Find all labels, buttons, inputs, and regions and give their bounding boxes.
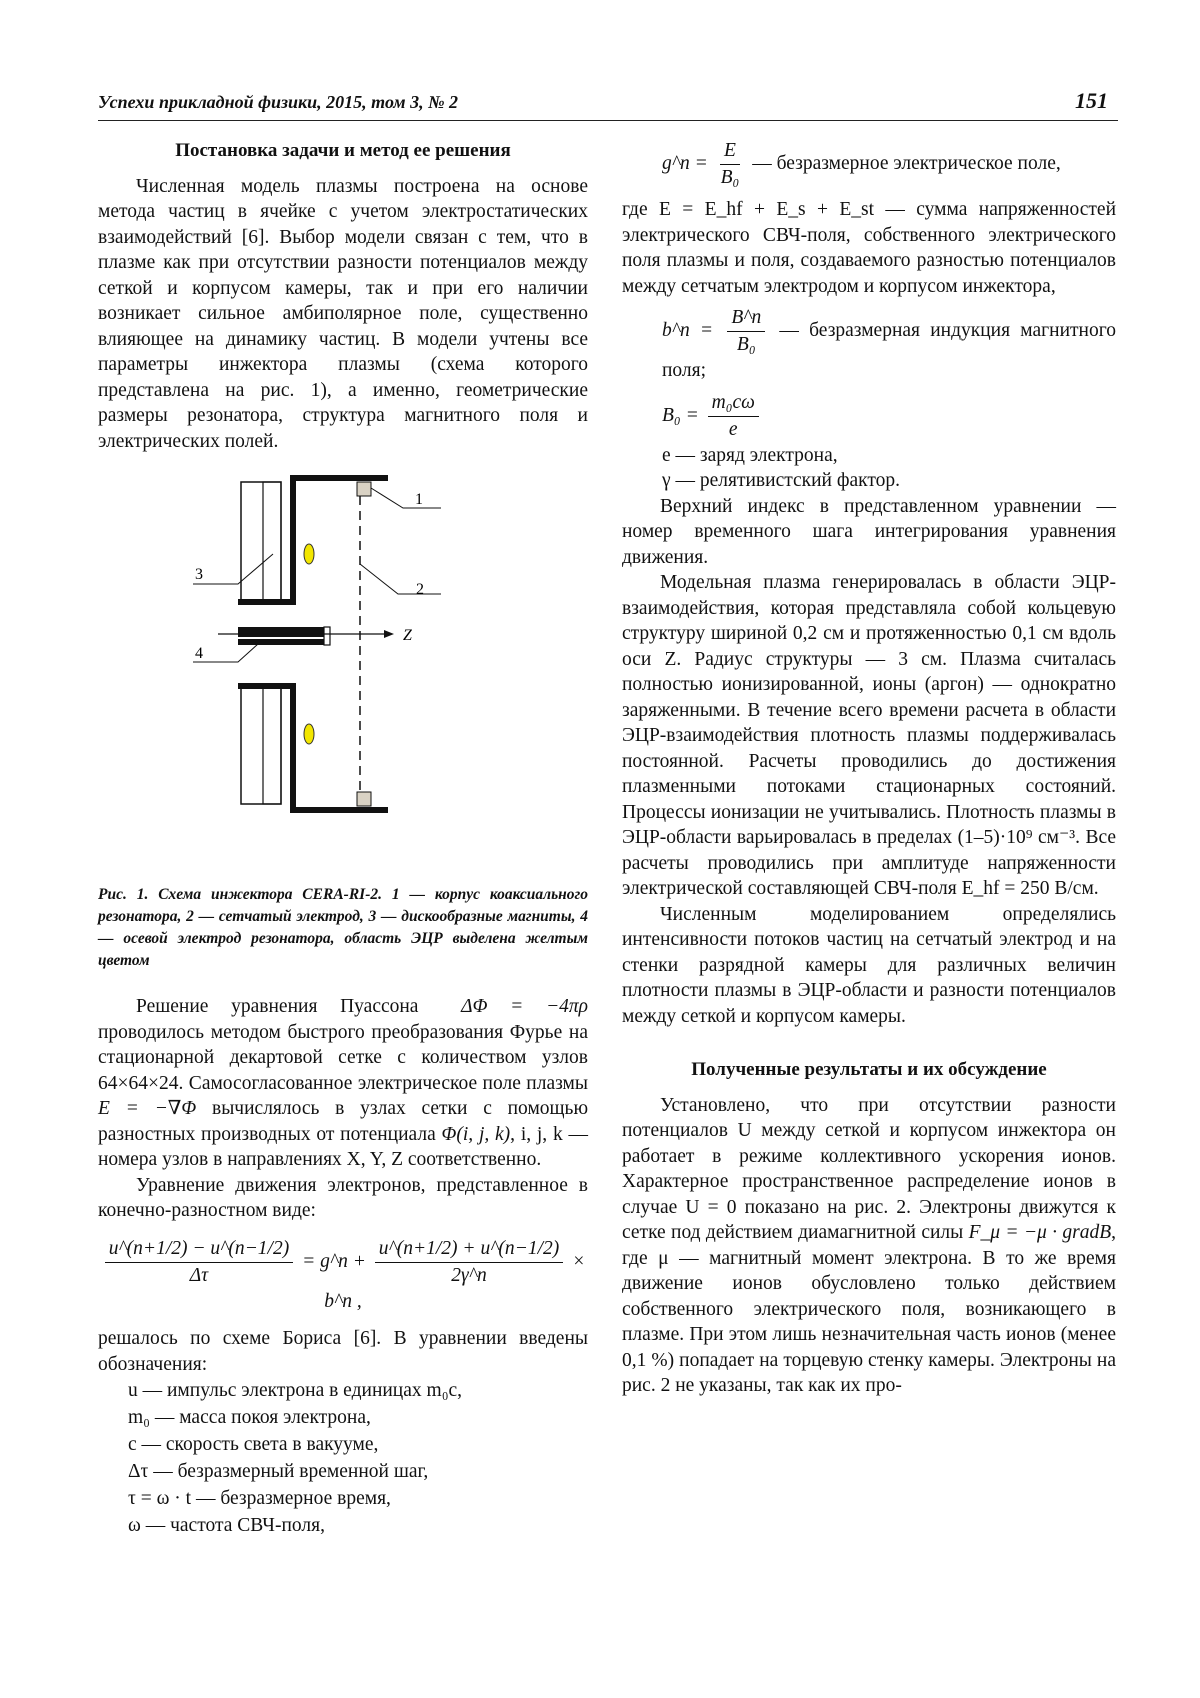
paragraph: решалось по схеме Бориса [6]. В уравнении введены обозначения: — [98, 1328, 588, 1375]
list-item: Δτ — безразмерный временной шаг, — [128, 1461, 429, 1482]
injector-schematic — [98, 464, 588, 878]
section-heading: Постановка задачи и метод ее решения — [175, 140, 511, 161]
paragraph: Решение уравнения Пуассона ΔΦ = −4πρ проводилось методом быстрого преобразования Фурье на стационарной декартовой сетке с количеством узлов 64×64×24. Самосогласованное электрическое поле плазмы E = −∇Φ вычислялось в узлах сетки с помощью разностных производных от потенциала Φ(i, j, k), i, j, k — номера узлов в направлениях X, Y, Z соответственно. — [98, 996, 589, 1170]
ecr-region-upper — [304, 544, 314, 564]
magnet-lower — [241, 686, 281, 804]
journal-title: Успехи прикладной физики, 2015, том 3, № 2 — [98, 92, 459, 112]
list-item: c — скорость света в вакууме, — [128, 1434, 379, 1455]
label-2: 2 — [416, 581, 424, 598]
axis-label: Z — [403, 627, 412, 644]
figure-caption: Рис. 1. Схема инжектора CERA-RI-2. 1 — корпус коаксиального резонатора, 2 — сетчатый электрод, 3 — дискообразные магниты, 4 — осевой электрод резонатора, область ЭЦР выделена желтым цветом — [98, 886, 588, 969]
list-item: m₀ — масса покоя электрона, — [128, 1407, 371, 1428]
resonator-housing-upper — [238, 478, 388, 602]
left-column — [98, 138, 588, 1539]
equation-g: g^n = $\frac{E}{\text{B₀}}$ — безразмерное электрическое поле, — [662, 140, 1061, 188]
label-1: 1 — [415, 491, 423, 508]
resonator-housing-lower — [238, 686, 388, 810]
figure-1 — [98, 464, 588, 878]
running-header — [98, 88, 1118, 121]
equation-motion: $\frac{u\^{}(n+1/2) - u\^{}(n-1/2)}{\Delta\tau}$ = g^n + $\frac{u\^{}(n+1/2) + u\^{}(n-1/2)}{2\gamma\^{}n}$ × b^n , — [98, 1236, 588, 1315]
magnet-upper — [241, 482, 281, 600]
ecr-region-lower — [304, 724, 314, 744]
axial-electrode — [238, 627, 324, 637]
paragraph: Численным моделированием определялись интенсивности потоков частиц на сетчатый электрод и на стенки разрядной камеры для различных величин плотности плазмы в ЭЦР-области и разности потенциалов между сеткой и корпусом камеры. — [622, 903, 1116, 1027]
page-number: 151 — [1075, 88, 1108, 113]
notation-list — [128, 1377, 588, 1539]
right-column — [622, 138, 1116, 1399]
label-4: 4 — [195, 645, 203, 662]
section-heading: Полученные результаты и их обсуждение — [691, 1059, 1047, 1080]
list-item: τ = ω · t — безразмерное время, — [128, 1488, 391, 1509]
label-3: 3 — [195, 566, 203, 583]
list-item: u — импульс электрона в единицах m₀c, — [128, 1380, 463, 1401]
paragraph: Уравнение движения электронов, представленное в конечно-разностном виде: — [98, 1174, 588, 1221]
paragraph: Установлено, что при отсутствии разности потенциалов U между сеткой и корпусом инжектора он работает в режиме коллективного ускорения ионов. Характерное пространственное распределение ионов в случае U = 0 показано на рис. 2. Электроны движутся к сетке под действием диамагнитной силы F_μ = −μ · gradB, где μ — магнитный момент электрона. В то же время движение ионов обусловлено только действием собственного электрического поля, возникающего в плазме. При этом лишь незначительная часть ионов (менее 0,1 %) попадает на торцевую стенку камеры. Электроны на рис. 2 не указаны, так как их про- — [622, 1094, 1116, 1396]
definition: e — заряд электрона, — [662, 444, 838, 466]
paragraph: Численная модель плазмы построена на основе метода частиц в ячейке с учетом электростатических взаимодействий [6]. Выбор модели связан с тем, что в плазме как при отсутствии разности потенциалов между сеткой и корпусом камеры, так и при его наличии возникает сильное амбиполярное поле, существенно влияющее на динамику частиц. В модели учтены все параметры инжектора плазмы (схема которого представлена на рис. 1), а именно, геометрические размеры резонатора, структура магнитного поля и электрических полей. — [98, 175, 588, 452]
equation-b: b^n = $\frac{B\^{}n}{\text{B₀}}$ — безразмерная индукция магнитного поля; — [662, 307, 1117, 381]
paragraph: где E = E_hf + E_s + E_st — сумма напряженностей электрического СВЧ-поля, собственного электрического поля плазмы и поля, создаваемого разностью потенциалов между сетчатым электродом и корпусом инжектора, — [622, 199, 1116, 297]
paragraph: Модельная плазма генерировалась в области ЭЦР-взаимодействия, которая представляла собой кольцевую структуру шириной 0,2 см и протяженностью 0,1 см вдоль оси Z. Радиус структуры — 3 см. Плазма считалась полностью ионизированной, ионы (аргон) — однократно заряженными. В течение всего времени расчета в области ЭЦР-взаимодействия плотность плазмы поддерживалась постоянной. Расчеты проводились до достижения плазменными потоками стационарных состояний. Процессы ионизации не учитывались. Плотность плазмы в ЭЦР-области варьировалась в пределах (1–5)·10⁹ см⁻³. Все расчеты проводились при амплитуде напряженности электрической составляющей СВЧ-поля E_hf = 250 В/см. — [622, 572, 1116, 899]
definition: γ — релятивистский фактор. — [662, 470, 901, 491]
list-item: ω — частота СВЧ-поля, — [128, 1515, 325, 1536]
paragraph: Верхний индекс в представленном уравнении — номер временного шага интегрирования уравнения движения. — [622, 495, 1116, 568]
equation-B0: B₀ = $\frac{\text{m₀cω}}{e}$ — [662, 390, 1116, 443]
